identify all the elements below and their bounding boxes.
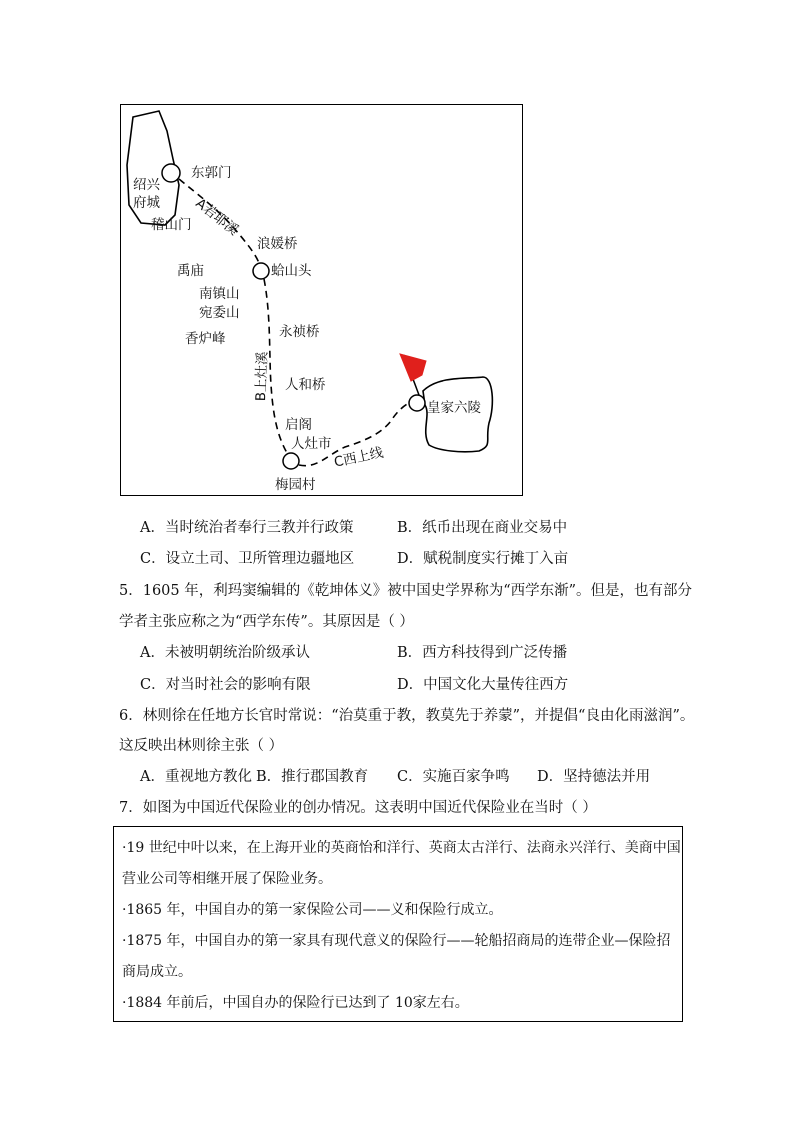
label-meiyuancun: 梅园村 (275, 477, 316, 493)
q7-box-line-5: 商局成立。 (122, 964, 192, 980)
q6-stem-line-1: 6．林则徐在任地方长官时常说：“治莫重于教，教莫先于养蒙”，并提倡“良由化雨滋润”。 (119, 708, 695, 724)
q6-option-c: C．实施百家争鸣 (397, 769, 510, 785)
route-map (120, 104, 523, 496)
label-huangjialiuling: 皇家六陵 (427, 400, 481, 416)
label-renheqiao: 人和桥 (285, 377, 326, 393)
q5-stem-line-1: 5．1605 年，利玛窦编辑的《乾坤体义》被中国史学界称为“西学东渐”。但是，也有部分 (119, 583, 693, 599)
label-geshantou: 蛤山头 (271, 263, 312, 279)
q6-stem-line-2: 这反映出林则徐主张（ ） (119, 738, 284, 754)
q7-stem: 7．如图为中国近代保险业的创办情况。这表明中国近代保险业在当时（ ） (119, 800, 597, 816)
label-route-c: C西上线 (332, 444, 385, 471)
q7-box-line-2: 营业公司等相继开展了保险业务。 (122, 871, 332, 887)
label-nanzhenshan: 南镇山 (199, 286, 240, 302)
label-yongzhenqiao: 永祯桥 (279, 324, 320, 340)
q6-option-b: B．推行郡国教育 (256, 769, 369, 785)
meiyuancun-circle (283, 453, 299, 469)
label-renzaoshi: 人灶市 (291, 436, 332, 452)
label-route-b: B上灶溪 (253, 351, 271, 402)
dongguomen-circle (162, 164, 180, 182)
q5-option-c: C．对当时社会的影响有限 (140, 677, 311, 693)
label-route-a: A若耶溪 (192, 195, 242, 239)
label-shaoxing-2: 府城 (133, 195, 160, 211)
q7-box-line-1: ·19 世纪中叶以来，在上海开业的英商怡和洋行、英商太古洋行、法商永兴洋行、美商中国 (122, 840, 681, 856)
q6-option-d: D．坚持德法并用 (537, 769, 651, 785)
q5-option-a: A．未被明朝统治阶级承认 (140, 645, 310, 661)
q6-option-a: A．重视地方教化 (140, 769, 252, 785)
label-qige: 启阁 (285, 417, 312, 433)
geshantou-circle (253, 263, 269, 279)
label-jishanmen: 稽山门 (151, 217, 192, 233)
q7-box-line-4: ·1875 年，中国自办的第一家具有现代意义的保险行——轮船招商局的连带企业—保险招 (122, 933, 671, 949)
q4-option-a: A．当时统治者奉行三教并行政策 (140, 520, 354, 536)
label-wanweishan: 宛委山 (199, 305, 240, 321)
label-langyuanqiao: 浪媛桥 (257, 236, 298, 252)
label-shaoxing-1: 绍兴 (133, 177, 160, 193)
huangjialiuling-circle (409, 395, 425, 411)
q4-option-d: D．赋税制度实行摊丁入亩 (397, 551, 569, 567)
flag-icon (400, 354, 426, 381)
q4-option-b: B．纸币出现在商业交易中 (397, 520, 568, 536)
q5-option-d: D．中国文化大量传往西方 (397, 677, 569, 693)
q7-box-line-3: ·1865 年，中国自办的第一家保险公司——义和保险行成立。 (122, 902, 503, 918)
q7-material-box (113, 826, 683, 1022)
label-dongguomen: 东郭门 (191, 165, 232, 181)
label-yumiao: 禹庙 (177, 263, 204, 279)
q5-option-b: B．西方科技得到广泛传播 (397, 645, 568, 661)
q5-stem-line-2: 学者主张应称之为“西学东传”。其原因是（ ） (119, 614, 414, 630)
q7-box-line-6: ·1884 年前后，中国自办的保险行已达到了 10家左右。 (122, 995, 469, 1011)
q4-option-c: C．设立土司、卫所管理边疆地区 (140, 551, 355, 567)
label-xianglufeng: 香炉峰 (185, 331, 226, 347)
